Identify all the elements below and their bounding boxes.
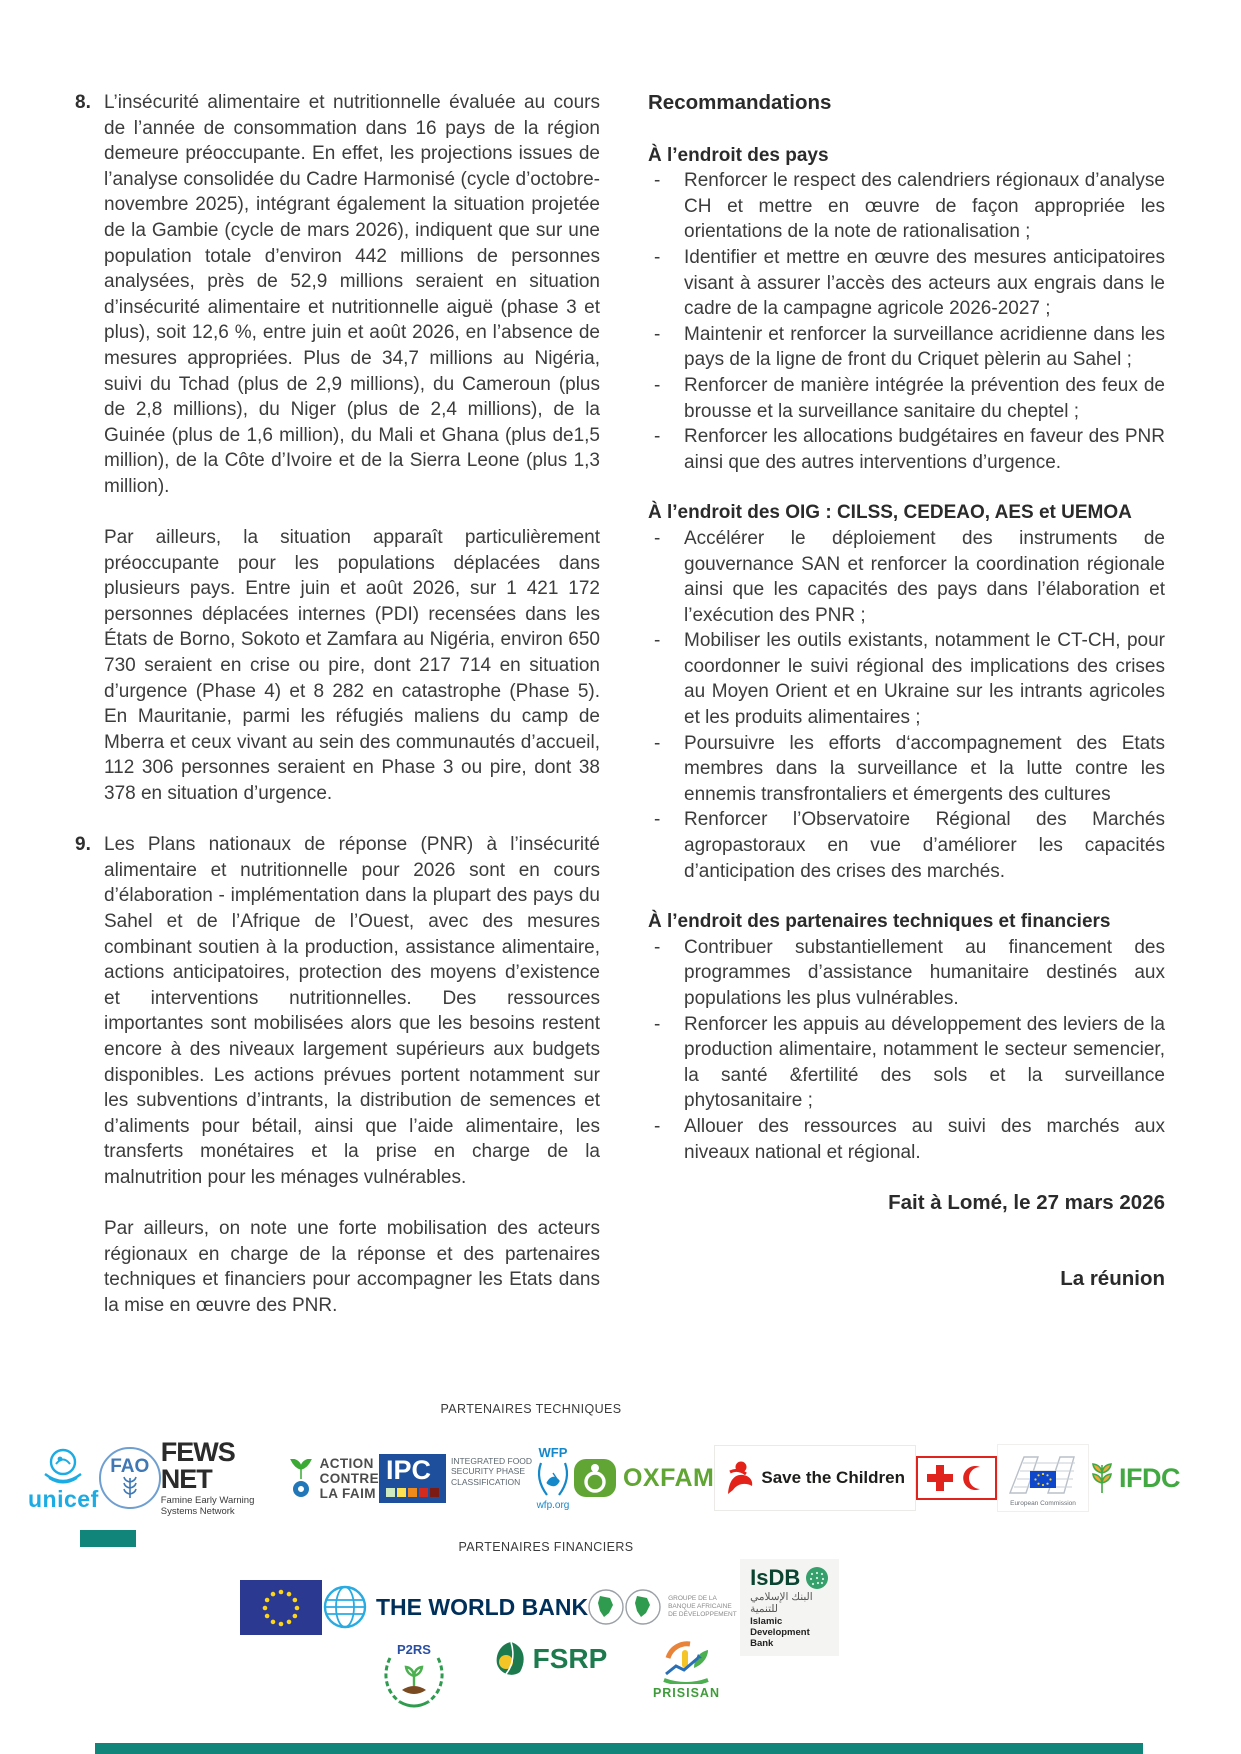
item-number: 9. bbox=[75, 834, 91, 856]
item-number: 8. bbox=[75, 92, 91, 113]
p2rs-emblem-icon bbox=[380, 1640, 448, 1710]
ipc-subtitle: INTEGRATED FOOD SECURITY PHASE CLASSIFICATION bbox=[450, 1455, 533, 1487]
world-bank-logo bbox=[322, 1584, 588, 1630]
section-oig bbox=[648, 500, 1165, 884]
oxfam-emblem-icon bbox=[573, 1458, 617, 1498]
save-the-children-emblem-icon bbox=[725, 1460, 755, 1496]
fao-wordmark: FAO bbox=[110, 1455, 150, 1477]
right-column bbox=[648, 90, 1165, 1291]
isdb-wordmark: IsDB bbox=[750, 1564, 801, 1590]
bullet-item: - Renforcer les allocations budgétaires en faveur des PNR ainsi que des autres interventions d’urgence. bbox=[648, 424, 1165, 475]
section-heading-oig: À l’endroit des OIG : CILSS, CEDEAO, AES et UEMOA bbox=[648, 502, 1132, 524]
ifdc-logo bbox=[1089, 1461, 1180, 1495]
bullet-item: - Renforcer le respect des calendriers régionaux d’analyse CH et mettre en œuvre de façon appropriée les orientations de la note de rationalisation ; bbox=[648, 168, 1165, 245]
european-commission-logo bbox=[997, 1444, 1089, 1512]
isdb-subtitle: Islamic Development Bank bbox=[750, 1615, 810, 1649]
paragraph-8-1: L’insécurité alimentaire et nutritionnelle évaluée au cours de l’année de consommation dans 16 pays de la région demeure préoccupante. En effet, les projections issues de l’analyse consolidée du Cadre Harmonisé (cycle d’octobre-novembre 2025), intégrant également la situation projetée de la Gambie (cycle de mars 2026), indiquent que sur une population totale d’environ 442 millions de personnes analysées, près de 52,9 millions seraient en situation d’insécurité alimentaire et nutritionnelle aiguë (phase 3 et plus), soit 12,6 %, entre juin et août 2026, en l’absence de mesures appropriées. Plus de 34,7 millions au Nigéria, suivi du Tchad (plus de 2,9 millions), du Cameroun (plus de 2,8 millions), du Niger (plus de 2,4 millions), de la Guinée (plus de 1,6 million), du Mali et Ghana (plus de1,5 million), de la Côte d’Ivoire et de la Sierra Leone (plus 1,3 million). bbox=[104, 92, 600, 497]
action-contre-la-faim-logo bbox=[288, 1456, 379, 1501]
acf-emblem-icon bbox=[288, 1459, 314, 1497]
technical-partners-row bbox=[28, 1430, 1180, 1526]
ipc-phase-squares-icon bbox=[386, 1488, 439, 1497]
fao-emblem-icon bbox=[99, 1447, 161, 1509]
ring-icon bbox=[293, 1481, 309, 1497]
unicef-emblem-icon bbox=[40, 1446, 86, 1486]
fao-logo bbox=[99, 1447, 161, 1509]
numbered-item-9 bbox=[75, 832, 600, 1318]
footer-accent-bar bbox=[95, 1743, 1143, 1754]
fews-net-logo bbox=[161, 1439, 288, 1517]
ifdc-wordmark: IFDC bbox=[1119, 1462, 1180, 1493]
p2rs-logo bbox=[380, 1640, 448, 1710]
ipc-logo bbox=[379, 1454, 533, 1503]
fsrp-logo bbox=[494, 1640, 608, 1678]
signature-date: Fait à Lomé, le 27 mars 2026 bbox=[888, 1191, 1165, 1215]
isdb-logo bbox=[740, 1559, 839, 1656]
bullet-item: - Allouer des ressources au suivi des marchés aux niveaux national et régional. bbox=[648, 1114, 1165, 1165]
paragraph-9-1: Les Plans nationaux de réponse (PNR) à l’insécurité alimentaire et nutritionnelle pour 2026 sont en cours d’élaboration - implémentation dans la plupart des pays du Sahel et de l’Afrique de l’Ouest, avec des mesures combinant soutien à la production, assistance alimentaire, actions anticipatoires, protection des moyens d’existence et interventions nutritionnelles. Des ressources importantes sont mobilisées alors que les besoins restent encore à des niveaux largement supérieurs aux budgets disponibles. Les actions prévues portent notamment sur les subventions d’intrants, la distribution de semences et d’aliments pour bétail, ainsi que l’aide alimentaire, les transferts monétaires et la prise en charge de la malnutrition pour les ménages vulnérables. bbox=[104, 834, 600, 1188]
fews-net-subtitle: Famine Early Warning Systems Network bbox=[160, 1495, 255, 1517]
globe-icon bbox=[322, 1584, 368, 1630]
red-cross-icon bbox=[927, 1465, 953, 1491]
bullet-item: - Identifier et mettre en œuvre des mesures anticipatoires visant à assurer l’accès des acteurs aux engrais dans le cadre de la campagne agricole 2026-2027 ; bbox=[648, 245, 1165, 322]
bullet-item: - Renforcer l’Observatoire Régional des Marchés agropastoraux en vue d’améliorer les capacités d’anticipation des crises des marchés. bbox=[648, 807, 1165, 884]
fsrp-wordmark: FSRP bbox=[532, 1643, 608, 1674]
partners-technical-label: PARTENAIRES TECHNIQUES bbox=[440, 1402, 622, 1416]
eu-flag-logo bbox=[240, 1580, 322, 1635]
afdb-emblems-icon bbox=[588, 1588, 662, 1626]
fsrp-emblem-icon bbox=[494, 1640, 528, 1678]
oxfam-logo bbox=[573, 1458, 714, 1498]
red-crescent-icon bbox=[960, 1465, 986, 1491]
signature-author: La réunion bbox=[1060, 1266, 1165, 1290]
bullet-item: - Mobiliser les outils existants, notamment le CT-CH, pour coordonner le suivi régional des implications des crises au Moyen Orient et en Ukraine sur les intrants agricoles et les produits alimentaires ; bbox=[648, 628, 1165, 730]
section-heading-pays: À l’endroit des pays bbox=[648, 144, 829, 166]
world-bank-wordmark: THE WORLD BANK bbox=[376, 1593, 589, 1620]
isdb-globe-icon bbox=[805, 1566, 829, 1590]
bullet-item: - Renforcer de manière intégrée la prévention des feux de brousse et la surveillance sanitaire du cheptel ; bbox=[648, 373, 1165, 424]
ipc-emblem bbox=[379, 1454, 446, 1503]
wfp-logo bbox=[533, 1445, 573, 1511]
save-the-children-logo bbox=[714, 1445, 916, 1511]
red-cross-red-crescent-logo bbox=[916, 1456, 997, 1500]
wheat-icon bbox=[120, 1476, 140, 1500]
wfp-url: wfp.org bbox=[536, 1500, 570, 1511]
fews-net-wordmark: FEWS NET bbox=[160, 1437, 235, 1494]
ipc-wordmark: IPC bbox=[385, 1454, 431, 1485]
ec-caption: European Commission bbox=[1010, 1500, 1076, 1507]
unicef-logo bbox=[28, 1446, 99, 1511]
partners-financial-label: PARTENAIRES FINANCIERS bbox=[458, 1540, 634, 1554]
paragraph-9-2: Par ailleurs, on note une forte mobilisation des acteurs régionaux en charge de la réponse et des partenaires techniques et financiers pour accompagner les Etats dans la mise en œuvre des PNR. bbox=[104, 1218, 600, 1316]
program-partners-row bbox=[380, 1640, 720, 1714]
numbered-item-8 bbox=[75, 90, 600, 807]
left-column bbox=[75, 90, 600, 1344]
eu-flag-icon bbox=[240, 1580, 322, 1635]
bullet-item: - Poursuivre les efforts d‘accompagnement des Etats membres dans la surveillance et la lutte contre les ennemis transfrontaliers et émergents des cultures bbox=[648, 731, 1165, 808]
signature-block bbox=[648, 1190, 1165, 1291]
wfp-wordmark: WFP bbox=[538, 1445, 568, 1460]
isdb-arabic-name: البنك الإسلامي للتنمية bbox=[750, 1590, 813, 1615]
bullet-item: - Accélérer le déploiement des instruments de gouvernance SAN et renforcer la coordination régionale ainsi que les capacités des pays dans l’élaboration et l’exécution des PNR ; bbox=[648, 526, 1165, 628]
bullet-item: - Renforcer les appuis au développement des leviers de la production alimentaire, notamment le secteur semencier, la santé &fertilité des sols et la surveillance phytosanitaire ; bbox=[648, 1012, 1165, 1114]
save-the-children-wordmark: Save the Children bbox=[761, 1468, 905, 1487]
bullet-item: - Contribuer substantiellement au financement des programmes d’assistance humanitaire destinés aux populations les plus vulnérables. bbox=[648, 935, 1165, 1012]
section-pays bbox=[648, 143, 1165, 476]
leaf-icon bbox=[288, 1459, 314, 1479]
section-heading-partenaires: À l’endroit des partenaires techniques et financiers bbox=[648, 911, 1111, 933]
acf-wordmark: ACTION CONTRE LA FAIM bbox=[319, 1455, 379, 1501]
prisisan-wordmark: PRISISAN bbox=[652, 1686, 720, 1700]
prisisan-emblem-icon bbox=[660, 1640, 712, 1684]
ec-building-icon bbox=[1004, 1449, 1082, 1499]
afdb-logo bbox=[588, 1588, 740, 1626]
red-cross-red-crescent-emblem bbox=[916, 1456, 997, 1500]
ifdc-wheat-icon bbox=[1089, 1461, 1115, 1495]
prisisan-logo bbox=[653, 1640, 720, 1700]
wfp-emblem-icon bbox=[533, 1461, 573, 1499]
p2rs-wordmark: P2RS bbox=[397, 1642, 431, 1657]
bullet-item: - Maintenir et renforcer la surveillance acridienne dans les pays de la ligne de front du Criquet pèlerin au Sahel ; bbox=[648, 322, 1165, 373]
oxfam-wordmark: OXFAM bbox=[622, 1463, 715, 1492]
afdb-caption: GROUPE DE LA BANQUE AFRICAINE DE DÉVELOPPEMENT bbox=[668, 1595, 737, 1618]
recommendations-title: Recommandations bbox=[648, 91, 832, 114]
unicef-wordmark: unicef bbox=[28, 1485, 99, 1512]
paragraph-8-2: Par ailleurs, la situation apparaît particulièrement préoccupante pour les populations déplacées dans plusieurs pays. Entre juin et août 2026, sur 1 421 172 personnes déplacées internes (PDI) recensées dans les États de Borno, Sokoto et Zamfara au Nigéria, environ 650 730 seraient en crise ou pire, dont 217 714 en situation d’urgence (Phase 4) et 8 282 en catastrophe (Phase 5). En Mauritanie, parmi les réfugiés maliens du camp de Mberra et ceux vivant au sein des communautés d’accueil, 112 306 personnes seraient en Phase 3 ou pire, dont 38 378 en situation d’urgence. bbox=[104, 527, 600, 805]
section-partenaires bbox=[648, 909, 1165, 1165]
